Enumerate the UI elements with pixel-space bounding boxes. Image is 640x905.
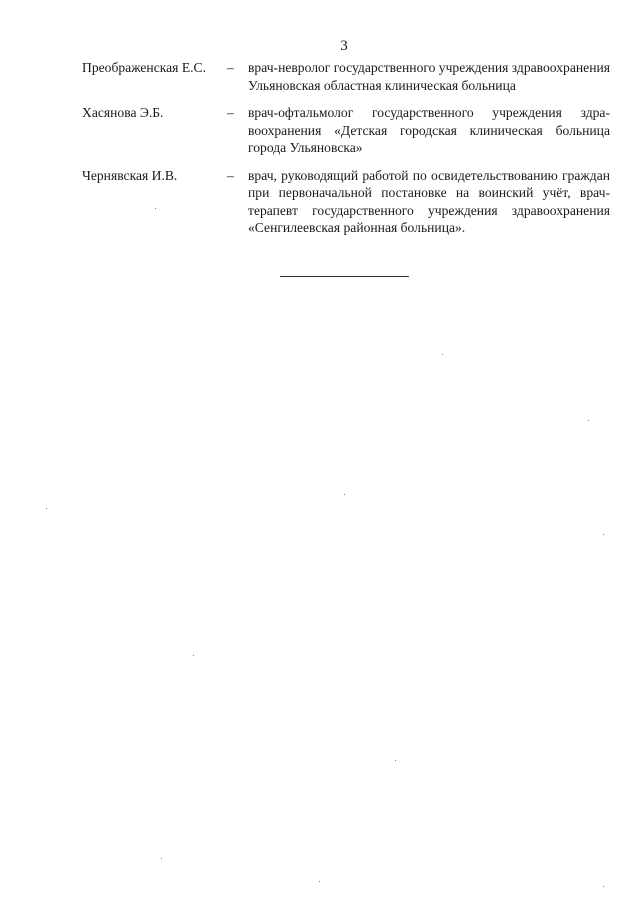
member-position: врач, руководящий работой по освидетельствованию граждан при первоначальной постановке на воинский учёт, врач-терапевт государственного учреждения здравоохранения «Сенгилеевская районная больница». [248, 167, 610, 235]
scan-speck [603, 534, 604, 535]
scan-speck [344, 494, 345, 495]
member-name: Хасянова Э.Б. [82, 105, 164, 120]
scan-speck [46, 508, 47, 509]
dash-separator: – [227, 60, 234, 75]
scan-speck [395, 760, 396, 761]
scan-speck [193, 655, 194, 656]
closing-rule [280, 276, 409, 277]
list-item [82, 167, 610, 237]
scan-speck [603, 886, 604, 887]
member-list [82, 59, 610, 237]
scan-speck [588, 420, 589, 421]
list-item [82, 59, 610, 94]
member-position: врач-невролог государственного учреждения здравоохранения Ульяновская областная клиническая больница [248, 60, 610, 93]
scan-speck [319, 881, 320, 882]
scan-speck [442, 354, 443, 355]
list-item [82, 104, 610, 157]
member-name: Преображенская Е.С. [82, 60, 206, 75]
member-name: Чернявская И.В. [82, 167, 178, 183]
dash-separator: – [227, 105, 234, 120]
member-position: врач-офтальмолог государственного учреждения здравоохранения «Детская городская клиническая больница города Ульяновска» [248, 105, 610, 155]
scan-speck [161, 858, 162, 859]
scan-speck [155, 208, 156, 209]
page-number: 3 [340, 38, 348, 54]
dash-separator: – [227, 167, 234, 183]
